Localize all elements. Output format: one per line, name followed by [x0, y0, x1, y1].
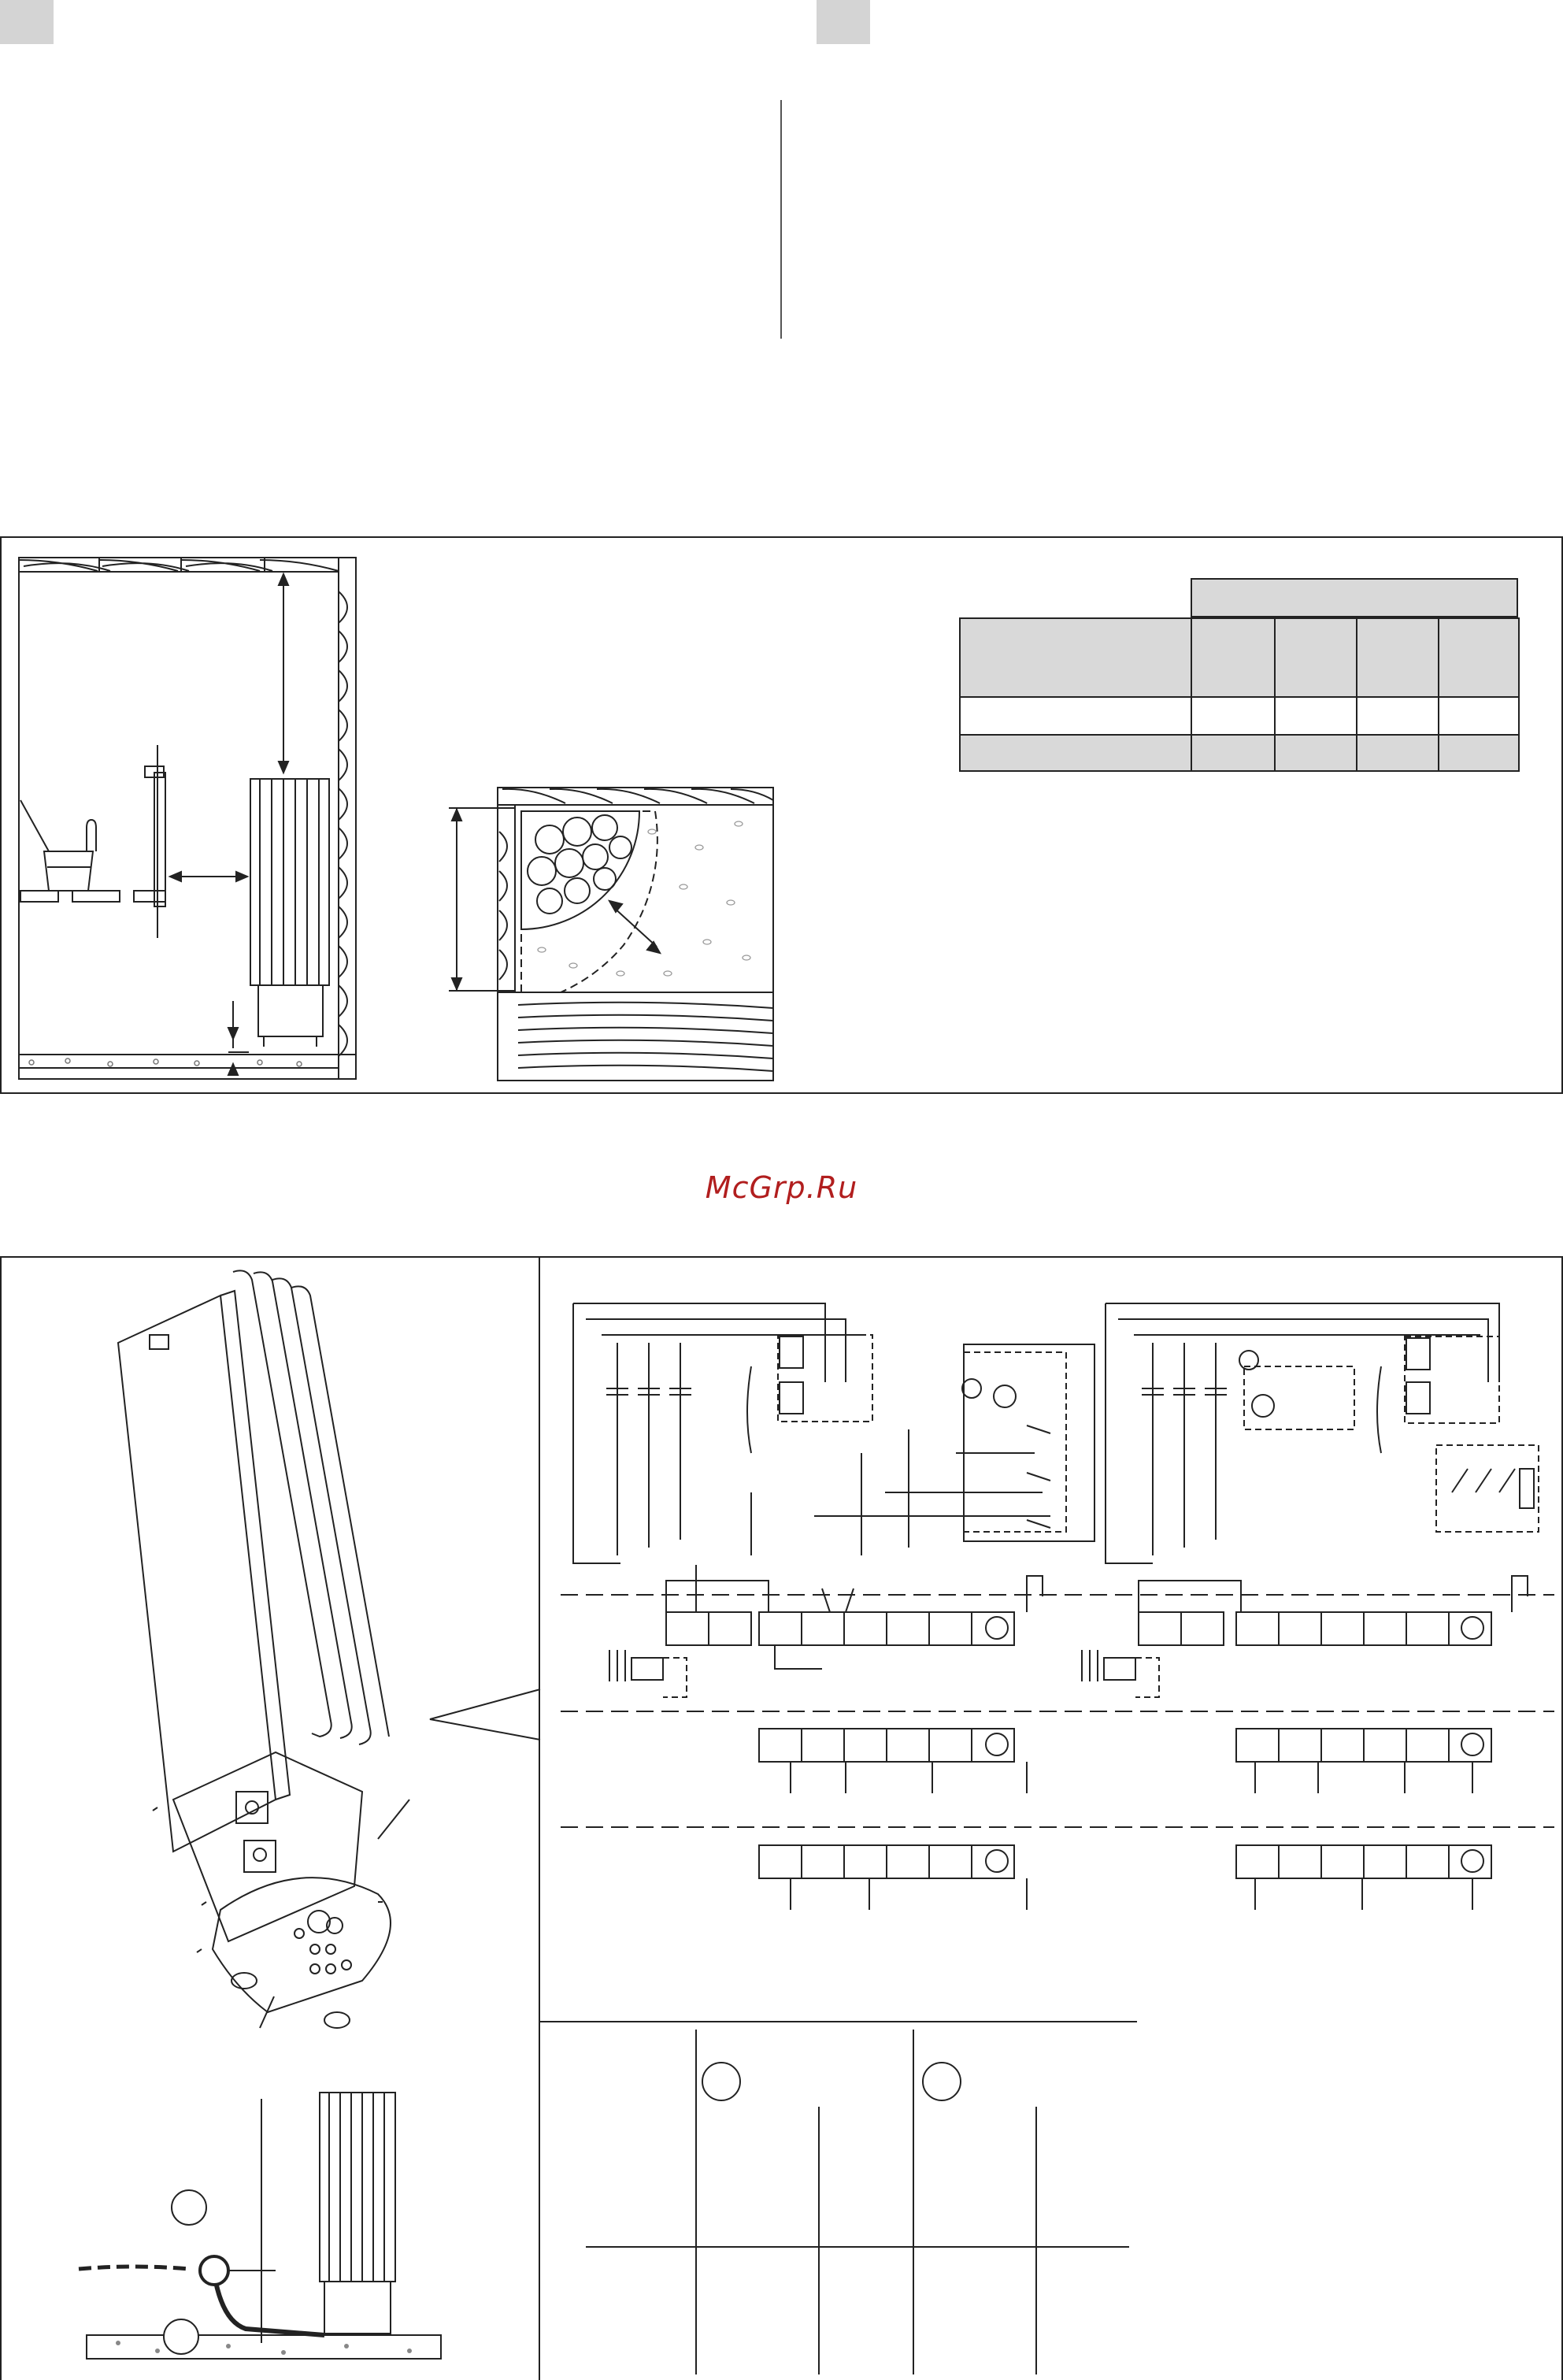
table-row: [959, 698, 1520, 736]
header-tab-right: [817, 0, 870, 44]
motor-icon: [1252, 1395, 1274, 1417]
earth-ground-icon: [986, 1617, 1008, 1639]
corner-top-view-figure: [494, 784, 778, 1084]
earth-ground-icon: [1461, 1850, 1483, 1872]
watermark-text: McGrp.Ru: [705, 1170, 858, 1205]
table-col-divider: [1274, 617, 1276, 772]
table-col-divider: [1191, 617, 1192, 772]
table-header-group: [1191, 578, 1518, 617]
earth-ground-icon: [986, 1733, 1008, 1755]
circle-marker-lower: [164, 2319, 198, 2354]
column-divider: [780, 100, 782, 339]
timer-clock-icon: [962, 1379, 981, 1398]
earth-ground-icon: [1461, 1733, 1483, 1755]
sauna-side-view-figure: [0, 536, 378, 1094]
wiring-diagrams-figure: [539, 1256, 1563, 2380]
circle-marker-b: [923, 2063, 961, 2100]
motor-icon: [994, 1385, 1016, 1407]
safety-distance-table: [959, 578, 1520, 772]
table-col-divider: [1438, 617, 1439, 772]
table-col-divider: [1356, 617, 1357, 772]
circle-marker-a: [702, 2063, 740, 2100]
circle-marker-upper: [172, 2190, 206, 2225]
heater-exploded-figure: [0, 1256, 540, 2380]
table-header-row: [959, 617, 1520, 698]
earth-ground-icon: [1461, 1617, 1483, 1639]
table-row: [959, 736, 1520, 772]
header-tab-left: [0, 0, 54, 44]
earth-ground-icon: [986, 1850, 1008, 1872]
